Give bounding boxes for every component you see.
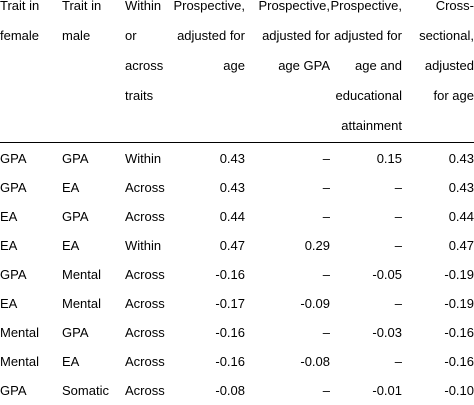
table-cell: – xyxy=(394,209,402,224)
table-cell: GPA xyxy=(62,325,89,340)
table-cell: EA xyxy=(62,180,80,195)
table-cell: GPA xyxy=(0,383,27,398)
table-cell: – xyxy=(322,325,330,340)
table-cell: EA xyxy=(0,296,18,311)
table-cell: -0.16 xyxy=(215,325,245,340)
table-cell: 0.43 xyxy=(219,151,245,166)
table-cell: -0.01 xyxy=(372,383,402,398)
table-cell: 0.43 xyxy=(219,180,245,195)
table-cell: GPA xyxy=(0,267,27,282)
table-cell: Within xyxy=(125,151,162,166)
table-cell: Mental xyxy=(0,354,40,369)
header-prosp-ea-4: educational xyxy=(335,88,402,103)
table-cell: Across xyxy=(125,180,165,195)
header-cross-2: sectional, xyxy=(419,28,474,43)
table-cell: Across xyxy=(125,325,165,340)
header-prosp-ea-3: age and xyxy=(355,58,402,73)
table-cell: Across xyxy=(125,354,165,369)
table-cell: Across xyxy=(125,209,165,224)
header-trait-female-1: Trait in xyxy=(0,0,40,13)
header-within-1: Within xyxy=(125,0,162,13)
table-cell: – xyxy=(322,209,330,224)
table-cell: GPA xyxy=(0,180,27,195)
table-cell: 0.15 xyxy=(376,151,402,166)
table-cell: -0.08 xyxy=(300,354,330,369)
table-cell: EA xyxy=(62,238,80,253)
table-cell: -0.16 xyxy=(215,267,245,282)
table-cell: Mental xyxy=(62,296,102,311)
header-prosp-gpa-1: Prospective, xyxy=(258,0,330,13)
header-prosp-gpa-3: age GPA xyxy=(278,58,330,73)
header-prosp-ea-1: Prospective, xyxy=(330,0,402,13)
header-prosp-age-1: Prospective, xyxy=(173,0,245,13)
table-cell: -0.16 xyxy=(444,325,474,340)
table-cell: 0.44 xyxy=(219,209,245,224)
table-cell: EA xyxy=(62,354,80,369)
table-cell: – xyxy=(322,151,330,166)
table-cell: Within xyxy=(125,238,162,253)
table-cell: -0.08 xyxy=(215,383,245,398)
table-cell: Mental xyxy=(0,325,40,340)
table-cell: -0.05 xyxy=(372,267,402,282)
header-prosp-gpa-2: adjusted for xyxy=(262,28,330,43)
table-cell: – xyxy=(394,296,402,311)
table-cell: 0.29 xyxy=(304,238,330,253)
header-prosp-ea-2: adjusted for xyxy=(334,28,402,43)
table-cell: Across xyxy=(125,296,165,311)
table-cell: Mental xyxy=(62,267,102,282)
header-prosp-age-2: adjusted for xyxy=(177,28,245,43)
table-cell: Across xyxy=(125,383,165,398)
table-cell: 0.43 xyxy=(448,180,474,195)
table-cell: -0.17 xyxy=(215,296,245,311)
table-cell: -0.16 xyxy=(444,354,474,369)
table-cell: -0.16 xyxy=(215,354,245,369)
table-cell: – xyxy=(322,383,330,398)
table-cell: – xyxy=(322,267,330,282)
table-cell: -0.19 xyxy=(444,296,474,311)
header-trait-female-2: female xyxy=(0,28,40,43)
table-cell: Somatic xyxy=(62,383,109,398)
header-cross-1: Cross- xyxy=(435,0,474,13)
header-prosp-ea-5: attainment xyxy=(341,118,402,133)
header-cross-3: adjusted xyxy=(424,58,474,73)
table-cell: 0.47 xyxy=(219,238,245,253)
header-within-3: across xyxy=(125,58,164,73)
table-cell: 0.47 xyxy=(448,238,474,253)
table-cell: 0.43 xyxy=(448,151,474,166)
header-prosp-age-3: age xyxy=(223,58,245,73)
table-cell: EA xyxy=(0,209,18,224)
table-cell: -0.19 xyxy=(444,267,474,282)
table-cell: 0.44 xyxy=(448,209,474,224)
table-cell: -0.09 xyxy=(300,296,330,311)
table-cell: -0.10 xyxy=(444,383,474,398)
header-within-4: traits xyxy=(125,88,154,103)
table-cell: GPA xyxy=(0,151,27,166)
header-cross-4: for age xyxy=(433,88,474,103)
table-cell: – xyxy=(322,180,330,195)
table-cell: – xyxy=(394,354,402,369)
table-cell: – xyxy=(394,180,402,195)
table-cell: Across xyxy=(125,267,165,282)
header-within-2: or xyxy=(125,28,137,43)
table-cell: GPA xyxy=(62,151,89,166)
table-cell: EA xyxy=(0,238,18,253)
table-cell: -0.03 xyxy=(372,325,402,340)
table-cell: – xyxy=(394,238,402,253)
header-trait-male-2: male xyxy=(62,28,91,43)
header-rule xyxy=(0,142,474,143)
header-trait-male-1: Trait in xyxy=(62,0,102,13)
table-cell: GPA xyxy=(62,209,89,224)
